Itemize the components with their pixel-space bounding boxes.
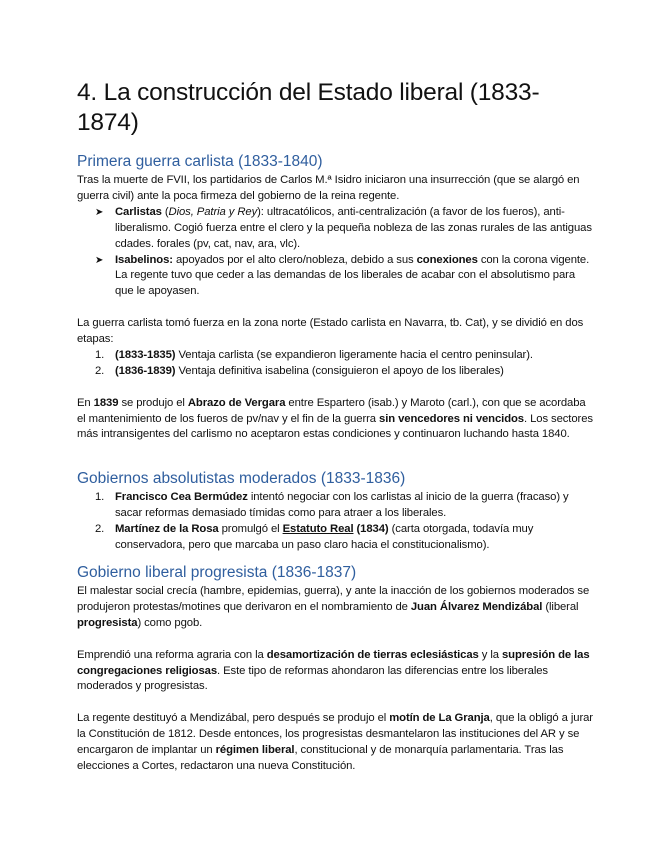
paragraph: La guerra carlista tomó fuerza en la zona norte (Estado carlista en Navarra, tb. Cat), y se dividió en dos etapas:	[77, 317, 584, 346]
paragraph: Emprendió una reforma agraria con la desamortización de tierras eclesiásticas y la supresión de las congregaciones religiosas. Este tipo de reformas ahondaron las diferencias entre los liberales moderados y progresistas.	[77, 648, 590, 693]
list-item: ➤ Isabelinos: apoyados por el alto clero/nobleza, debido a sus conexiones con la corona vigente. La regente tuvo que ceder a las demandas de los liberales de acabar con el absolutismo para que le apoyasen.	[95, 253, 590, 298]
arrow-bullet-icon: ➤	[95, 254, 104, 266]
arrow-bullet-icon: ➤	[95, 206, 104, 218]
numbered-list	[77, 490, 595, 554]
spacer	[77, 380, 595, 396]
section-heading-gobiernos-absolutistas: Gobiernos absolutistas moderados (1833-1836)	[77, 470, 406, 488]
section-heading-gobierno-liberal: Gobierno liberal progresista (1836-1837)	[77, 564, 357, 581]
paragraph: La regente destituyó a Mendizábal, pero después se produjo el motín de La Granja, que la obligó a jurar la Constitución de 1812. Desde entonces, los progresistas desmantelaron las instituciones del AR y se encargaron de implantar un régimen liberal, constitucional y de monarquía parlamentaria. Tras las elecciones a Cortes, redactaron una nueva Constitución.	[77, 712, 593, 772]
list-item: ➤ Carlistas (Dios, Patria y Rey): ultracatólicos, anti-centralización (a favor de los fueros), anti-liberalismo. Cogió fuerza entre el clero y la pequeña nobleza de las zonas rurales de las antiguas cdades. forales (pv, cat, nav, ara, vlc).	[95, 205, 592, 250]
section-heading-primera-guerra: Primera guerra carlista (1833-1840)	[77, 153, 323, 170]
list-item: 1. Francisco Cea Bermúdez intentó negociar con los carlistas al inicio de la guerra (fracaso) y sacar reformas demasiado tímidas como para atraer a los liberales.	[95, 491, 569, 520]
page-title: 4. La construcción del Estado liberal (1833-1874)	[77, 79, 540, 136]
numbered-list	[77, 348, 595, 380]
spacer	[77, 554, 595, 563]
bullet-list	[77, 205, 595, 300]
list-item: 2. (1836-1839) Ventaja definitiva isabelina (consiguieron el apoyo de los liberales)	[95, 364, 504, 377]
spacer	[77, 695, 595, 711]
paragraph: En 1839 se produjo el Abrazo de Vergara entre Espartero (isab.) y Maroto (carl.), con que se acordaba el mantenimiento de los fueros de pv/nav y el fin de la guerra sin vencedores ni vencidos. Los sectores más intransigentes del carlismo no aceptaron estas condiciones y continuaron luchando hasta 1840.	[77, 396, 593, 441]
list-item: 1. (1833-1835) Ventaja carlista (se expandieron ligeramente hacia el centro peninsular).	[95, 348, 533, 361]
spacer	[77, 300, 595, 316]
spacer	[77, 632, 595, 648]
paragraph-intro: Tras la muerte de FVII, los partidarios de Carlos M.ª Isidro iniciaron una insurrección (que se alargó en guerra civil) ante la poca firmeza del gobierno de la reina regente.	[77, 174, 580, 202]
list-item: 2. Martínez de la Rosa promulgó el Estatuto Real (1834) (carta otorgada, todavía muy conservadora, pero que marcaba un paso claro hacia el constitucionalismo).	[95, 523, 534, 552]
paragraph: El malestar social crecía (hambre, epidemias, guerra), y ante la inacción de los gobiernos moderados se produjeron protestas/motines que derivaron en el nombramiento de Juan Álvarez Mendizábal (liberal progresista) como pgob.	[77, 585, 590, 629]
spacer	[77, 443, 595, 469]
